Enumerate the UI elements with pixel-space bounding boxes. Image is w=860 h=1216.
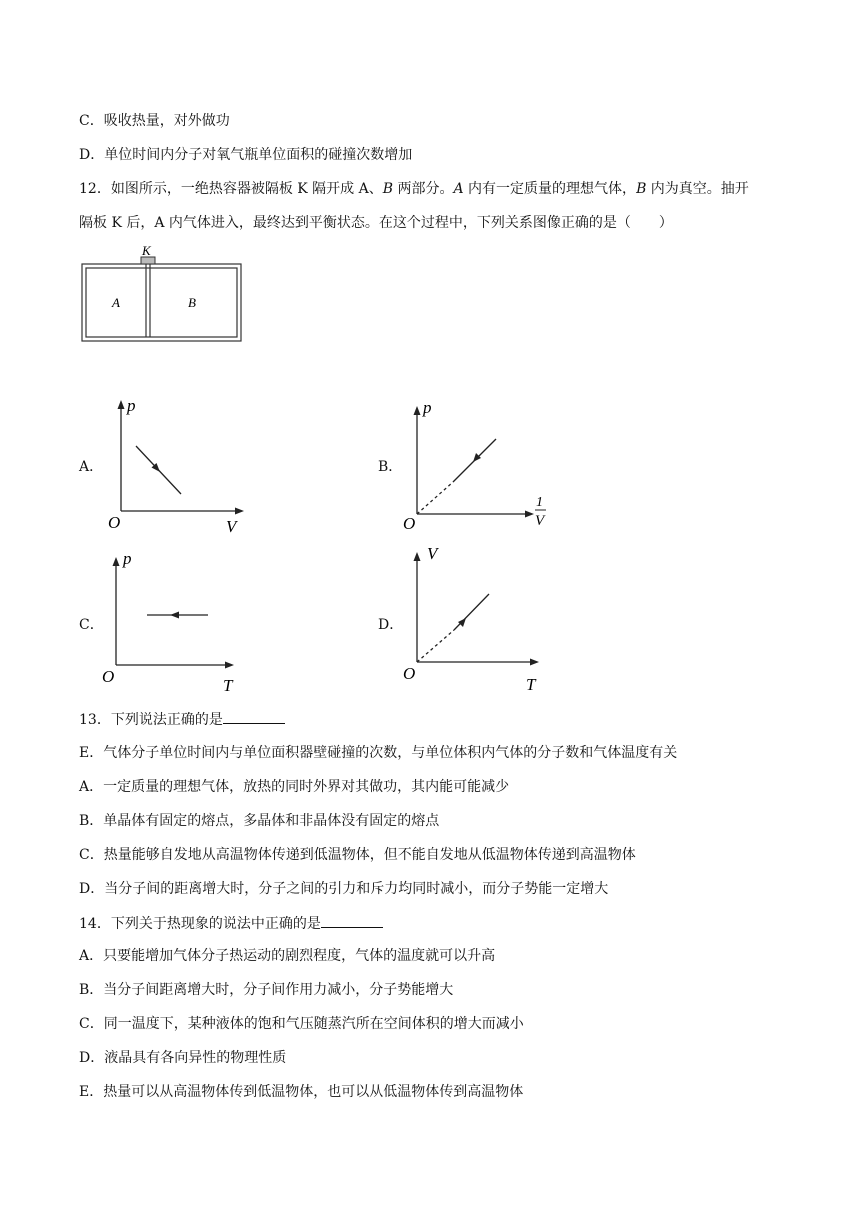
q13-answer-blank xyxy=(223,709,285,724)
graph-a-x-label: V xyxy=(226,517,237,533)
q13-option-a: A．一定质量的理想气体，放热的同时外界对其做功，其内能可能减少 xyxy=(79,779,510,795)
graph-c-x-label: T xyxy=(223,676,233,695)
q14-option-e: E．热量可以从高温物体传到低温物体，也可以从低温物体传到高温物体 xyxy=(79,1084,524,1100)
q13-stem: 13．下列说法正确的是 xyxy=(79,709,285,730)
q14-option-b: B．当分子间距离增大时，分子间作用力减小，分子势能增大 xyxy=(79,982,454,998)
q13-option-e: E．气体分子单位时间内与单位面积器壁碰撞的次数，与单位体积内气体的分子数和气体温度有关 xyxy=(79,745,678,761)
q11-option-c: C．吸收热量，对外做功 xyxy=(79,113,230,129)
q13-option-c: C．热量能够自发地从高温物体传递到低温物体，但不能自发地从低温物体传递到高温物体 xyxy=(79,847,636,863)
q13-option-b: B．单晶体有固定的熔点，多晶体和非晶体没有固定的熔点 xyxy=(79,813,440,829)
q14-option-c: C．同一温度下，某种液体的饱和气压随蒸汽所在空间体积的增大而减小 xyxy=(79,1016,524,1032)
q12-option-d-label: D． xyxy=(378,617,404,633)
q12-stem-line2: 隔板 K 后，A 内气体进入，最终达到平衡状态。在这个过程中，下列关系图像正确的是（ ） xyxy=(79,215,673,231)
graph-a-origin: O xyxy=(108,513,121,532)
q14-answer-blank xyxy=(321,913,383,928)
graph-b-x-label-denominator: V xyxy=(535,513,545,529)
q14-option-d: D．液晶具有各向异性的物理性质 xyxy=(79,1050,287,1066)
q12-option-b-label: B． xyxy=(378,459,403,475)
q11-option-d: D．单位时间内分子对氧气瓶单位面积的碰撞次数增加 xyxy=(79,147,413,163)
graph-b-y-label: p xyxy=(423,398,432,417)
chamber-b-label: B xyxy=(188,295,196,310)
graph-b-p-vs-inverse-v xyxy=(400,393,560,533)
graph-b-x-label-numerator: 1 xyxy=(536,495,543,510)
graph-a-y-label: p xyxy=(127,396,136,415)
q12-option-c-label: C． xyxy=(79,617,104,633)
partition-k-label: K xyxy=(142,244,151,258)
graph-c-p-vs-t xyxy=(95,545,245,695)
graph-a-p-vs-v xyxy=(100,393,250,533)
insulated-container-figure xyxy=(80,244,245,344)
graph-c-y-label: p xyxy=(123,549,132,568)
graph-b-origin: O xyxy=(403,514,416,533)
q14-option-a: A．只要能增加气体分子热运动的剧烈程度，气体的温度就可以升高 xyxy=(79,948,496,964)
q12-option-a-label: A． xyxy=(79,459,104,475)
chamber-a-label: A xyxy=(112,295,120,310)
q14-stem: 14．下列关于热现象的说法中正确的是 xyxy=(79,913,383,934)
graph-d-y-label: V xyxy=(427,545,438,563)
q12-stem-line1: 12．如图所示，一绝热容器被隔板 K 隔开成 A、B 两部分。A 内有一定质量的理想气体，B 内为真空。抽开 xyxy=(79,181,749,197)
graph-d-origin: O xyxy=(403,664,416,683)
graph-d-v-vs-t xyxy=(400,545,560,695)
q13-option-d: D．当分子间的距离增大时，分子之间的引力和斥力均同时减小，而分子势能一定增大 xyxy=(79,881,609,897)
graph-d-x-label: T xyxy=(526,675,536,694)
graph-c-origin: O xyxy=(102,667,115,686)
